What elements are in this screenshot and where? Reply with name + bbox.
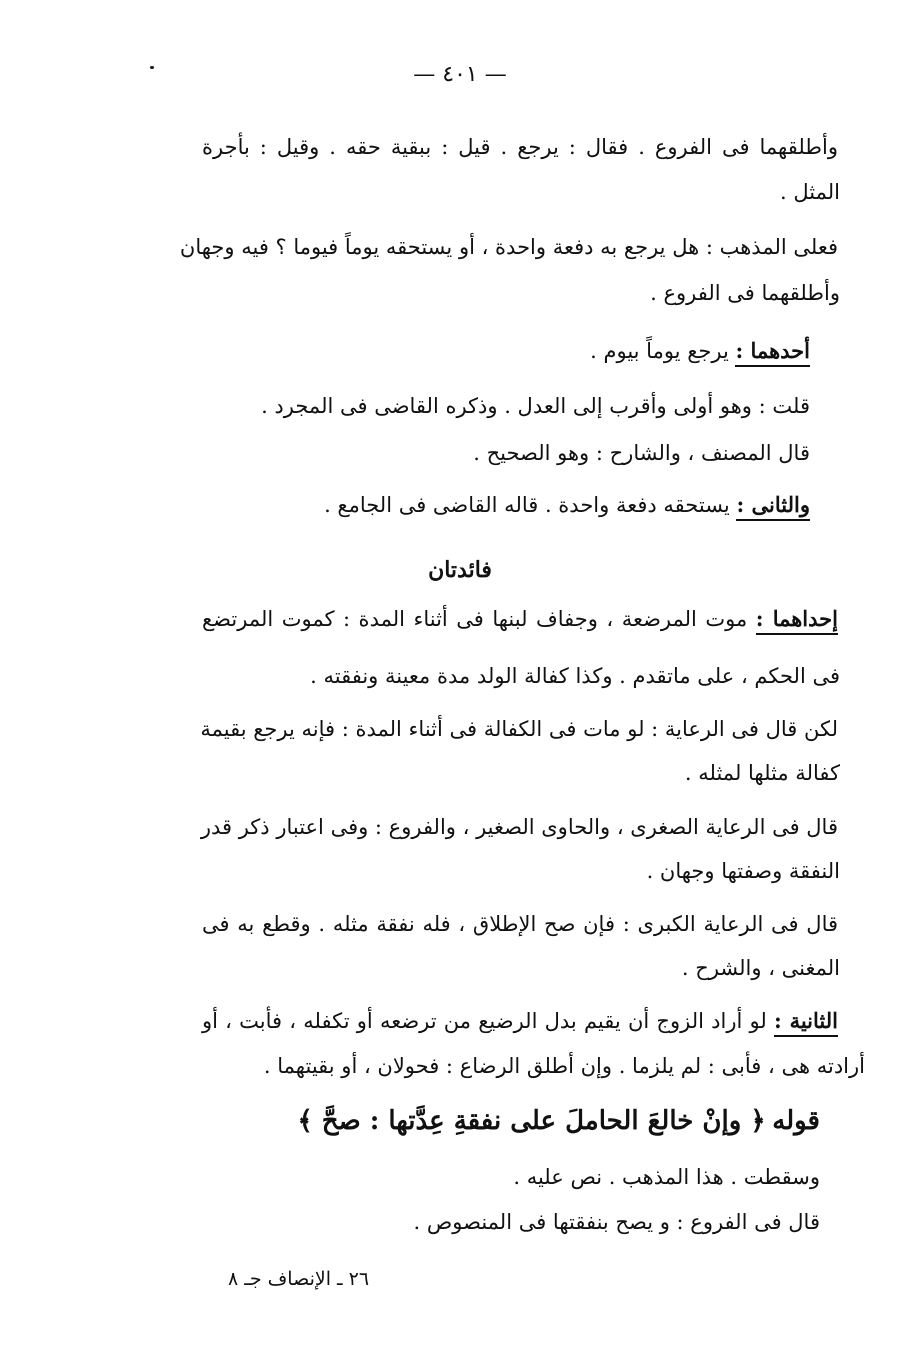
text-line-14: النفقة وصفتها وجهان .	[646, 859, 840, 883]
text-line-20: قال فى الفروع : و يصح بنفقتها فى المنصوص .	[413, 1210, 820, 1234]
text-line-4: وأطلقهما فى الفروع .	[650, 281, 840, 305]
text-line-6: قلت : وهو أولى وأقرب إلى العدل . وذكره القاضى فى المجرد .	[261, 394, 810, 418]
quoted-text: ﴿ وإنْ خالعَ الحاملَ على نفقةِ عِدَّتها : صحَّ ﴾	[297, 1106, 766, 1136]
text-line-5: يرجع يوماً بيوم .	[590, 339, 729, 363]
quoted-verse-line	[298, 1106, 821, 1137]
lead-first: أحدهما :	[735, 338, 810, 367]
text-line-18: أرادته هى ، فأبى : لم يلزما . وإن أطلق الرضاع : فحولان ، أو بقيتهما .	[263, 1054, 865, 1078]
text-line-3: فعلى المذهب : هل يرجع به دفعة واحدة ، أو يستحقه يوماً فيوما ؟ فيه وجهان	[179, 235, 838, 259]
text-line-9: موت المرضعة ، وجفاف لبنها فى أثناء المدة : كموت المرتضع	[202, 607, 748, 631]
paragraph-fem-first	[202, 606, 838, 632]
text-line-10: فى الحكم ، على ماتقدم . وكذا كفالة الولد مدة معينة ونفقته .	[310, 664, 840, 688]
paragraph-fem-second	[202, 1008, 838, 1034]
section-heading: فائدتان	[428, 557, 492, 583]
text-line-16: المغنى ، والشرح .	[681, 956, 840, 980]
text-line-11: لكن قال فى الرعاية : لو مات فى الكفالة فى أثناء المدة : فإنه يرجع بقيمة	[200, 717, 838, 741]
text-line-8: يستحقه دفعة واحدة . قاله القاضى فى الجامع .	[324, 493, 730, 517]
text-line-12: كفالة مثلها لمثله .	[684, 761, 840, 785]
paragraph-first-view	[590, 338, 810, 364]
page-number: — ٤٠١ —	[413, 62, 507, 87]
text-line-15: قال فى الرعاية الكبرى : فإن صح الإطلاق ، فله نفقة مثله . وقطع به فى	[202, 912, 839, 936]
footer-signature: ٢٦ ـ الإنصاف جـ ٨	[228, 1268, 370, 1290]
text-line-1: وأطلقهما فى الفروع . فقال : يرجع . قيل : ببقية حقه . وقيل : بأجرة	[202, 135, 838, 159]
text-line-19: وسقطت . هذا المذهب . نص عليه .	[513, 1165, 820, 1189]
lead-fem-second: الثانية :	[774, 1008, 838, 1037]
text-line-17: لو أراد الزوج أن يقيم بدل الرضيع من ترضعه أو تكفله ، فأبت ، أو	[202, 1009, 767, 1033]
text-line-13: قال فى الرعاية الصغرى ، والحاوى الصغير ، والفروع : وفى اعتبار ذكر قدر	[200, 815, 838, 839]
text-line-7: قال المصنف ، والشارح : وهو الصحيح .	[473, 441, 810, 465]
lead-fem-first: إحداهما :	[756, 606, 838, 635]
paragraph-second-view	[324, 492, 810, 518]
text-line-2: المثل .	[780, 180, 840, 204]
lead-qawluhu: قوله	[772, 1106, 820, 1136]
lead-second: والثانى :	[736, 492, 810, 521]
